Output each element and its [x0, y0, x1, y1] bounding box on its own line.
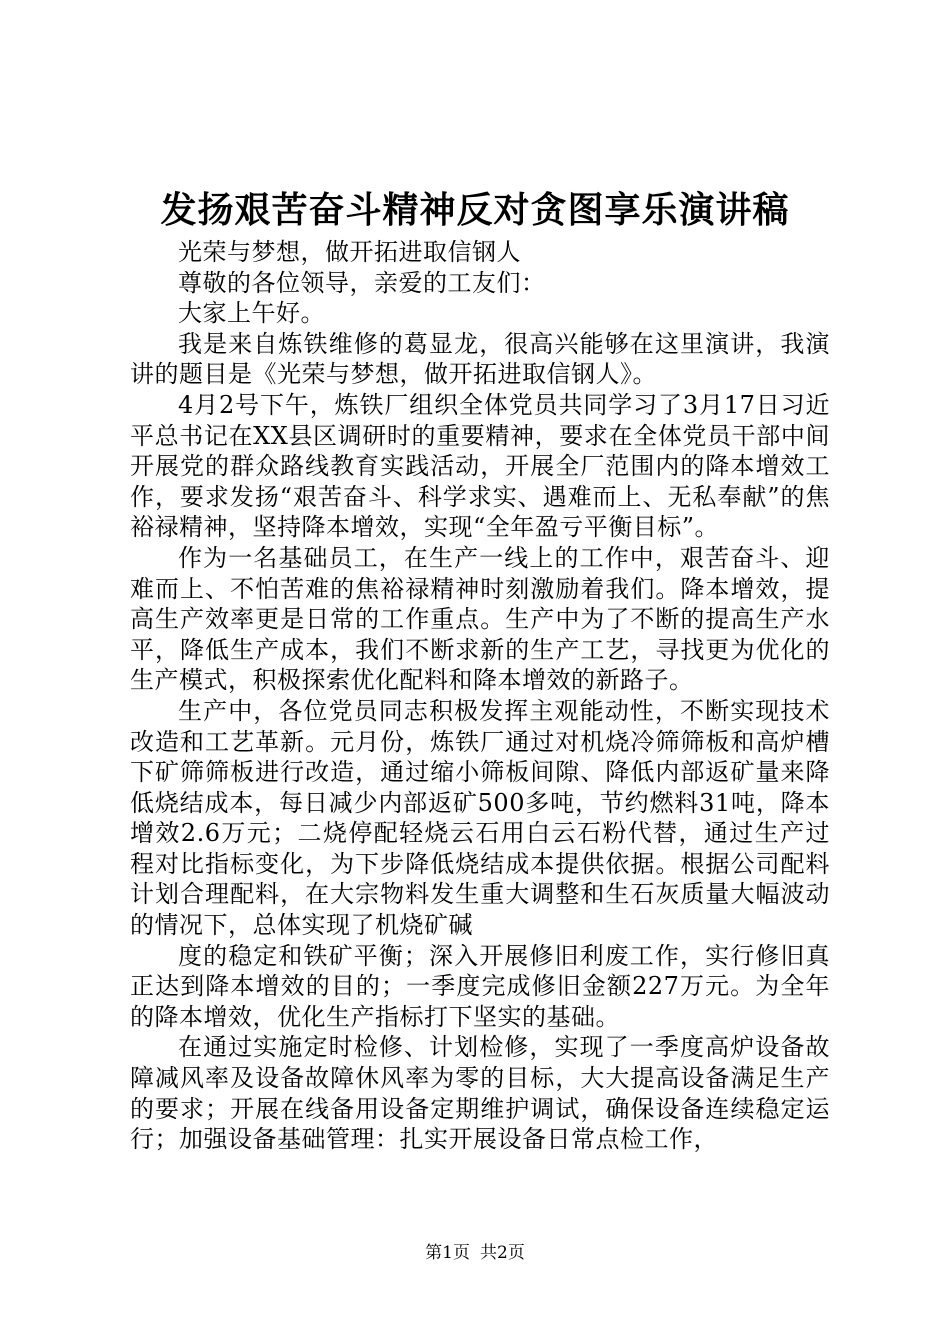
page-number-total: 共2页 [480, 1243, 525, 1263]
paragraph-greeting: 大家上午好。 [178, 299, 325, 328]
page-number-current: 第1页 [425, 1243, 470, 1263]
paragraph-introduction: 我是来自炼铁维修的葛显龙，很高兴能够在这里演讲，我演讲的题目是《光荣与梦想，做开拓进取信钢人》。 [130, 329, 830, 389]
paragraph-technical-reform: 生产中，各位党员同志积极发挥主观能动性，不断实现技术改造和工艺革新。元月份，炼铁厂通过对机烧冷筛筛板和高炉槽下矿筛筛板进行改造，通过缩小筛板间隙、降低内部返矿量来降低烧结成本，每日减少内部返矿500多吨，节约燃料31吨，降本增效2.6万元；二烧停配轻烧云石用白云石粉代替，通过生产过程对比指标变化，为下步降低烧结成本提供依据。根据公司配料计划合理配料，在大宗物料发生重大调整和生石灰质量大幅波动的情况下，总体实现了机烧矿碱 [130, 696, 830, 940]
paragraph-study-session: 4月2号下午，炼铁厂组织全体党员共同学习了3月17日习近平总书记在XX县区调研时的重要精神，要求在全体党员干部中间开展党的群众路线教育实践活动，开展全厂范围内的降本增效工作，要求发扬“艰苦奋斗、科学求实、遇难而上、无私奉献”的焦裕禄精神，坚持降本增效，实现“全年盈亏平衡目标”。 [130, 390, 830, 542]
paragraph-salutation: 尊敬的各位领导，亲爱的工友们： [178, 268, 546, 297]
paragraph-equipment-maintenance: 在通过实施定时检修、计划检修，实现了一季度高炉设备故障减风率及设备故障休风率为零的目标，大大提高设备满足生产的要求；开展在线备用设备定期维护调试，确保设备连续稳定运行；加强设备基础管理：扎实开展设备日常点检工作， [130, 1033, 830, 1154]
paragraph-frontline-work: 作为一名基础员工，在生产一线上的工作中，艰苦奋斗、迎难而上、不怕苦难的焦裕禄精神时刻激励着我们。降本增效，提高生产效率更是日常的工作重点。生产中为了不断的提高生产水平，降低生产成本，我们不断求新的生产工艺，寻找更为优化的生产模式，积极探索优化配料和降本增效的新路子。 [130, 543, 830, 695]
document-title: 发扬艰苦奋斗精神反对贪图享乐演讲稿 [160, 189, 790, 231]
paragraph-repair-reuse: 度的稳定和铁矿平衡；深入开展修旧利废工作，实行修旧真正达到降本增效的目的；一季度完成修旧金额227万元。为全年的降本增效，优化生产指标打下坚实的基础。 [130, 941, 830, 1031]
document-body [130, 237, 830, 1155]
page-footer [0, 1242, 950, 1264]
paragraph-subtitle: 光荣与梦想，做开拓进取信钢人 [178, 238, 521, 266]
